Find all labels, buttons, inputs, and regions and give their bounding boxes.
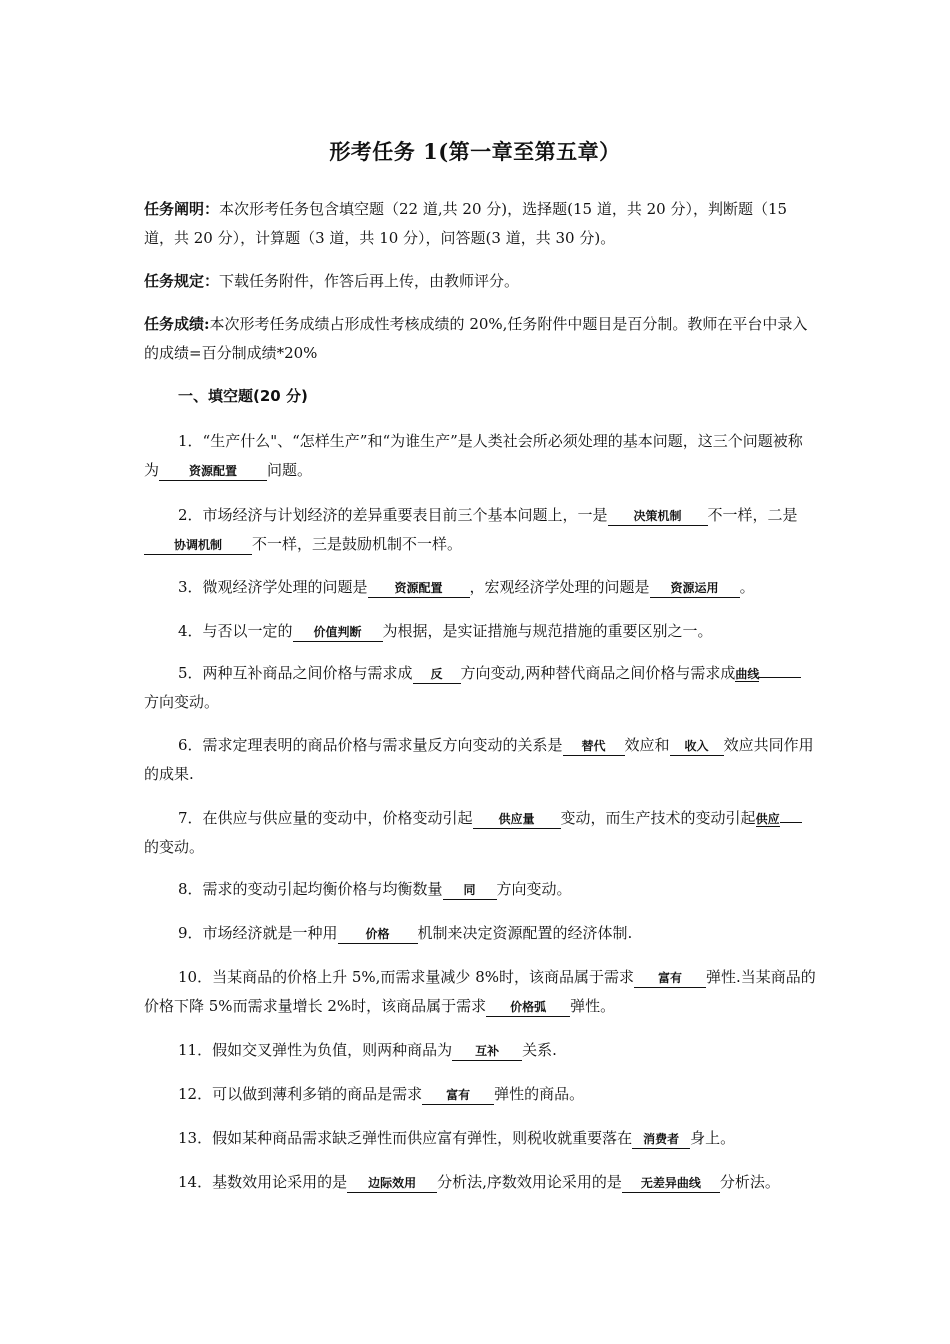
answer-blank: 资源运用	[650, 579, 740, 598]
answer-blank: 边际效用	[347, 1174, 437, 1193]
question-6	[144, 731, 816, 789]
task-description	[144, 195, 812, 253]
task-description-label: 任务阐明：	[144, 200, 220, 218]
answer-blank: 协调机制	[144, 536, 252, 555]
question-text: 4．与否以一定的	[178, 622, 293, 640]
question-8	[144, 875, 816, 904]
question-text: 8．需求的变动引起均衡价格与均衡数量	[178, 880, 443, 898]
question-text: 方向变动。	[496, 880, 572, 898]
question-text: 1．“生产什么"、“怎样生产”和“为谁生产”是人类社会所必须处理的基本问题，这三个问题被称为	[144, 432, 803, 479]
question-text: 方向变动,两种替代商品之间价格与需求成	[460, 664, 736, 682]
question-text: 13．假如某种商品需求缺乏弹性而供应富有弹性，则税收就重要落在	[178, 1129, 633, 1147]
question-text: 9．市场经济就是一种用	[178, 924, 338, 942]
answer-blank-underline	[780, 808, 802, 823]
question-text: 方向变动。	[144, 693, 220, 711]
question-4	[144, 617, 816, 646]
answer-blank: 收入	[670, 737, 724, 756]
section-title: 一、填空题(20 分)	[178, 387, 308, 405]
answer-blank-underline	[759, 663, 801, 678]
answer-blank: 价值判断	[293, 623, 383, 642]
question-10	[144, 963, 816, 1021]
question-text: ，宏观经济学处理的问题是	[469, 578, 650, 596]
question-text: 。	[739, 578, 755, 596]
page-title: 形考任务 1(第一章至第五章）	[329, 139, 621, 164]
answer-blank: 价格	[338, 925, 418, 944]
task-rule-label: 任务规定：	[144, 272, 220, 290]
question-text: 不一样，二是	[707, 506, 798, 524]
question-text: 问题。	[267, 461, 313, 479]
task-grade-label: 任务成绩:	[144, 315, 210, 333]
answer-blank: 消费者	[632, 1130, 690, 1149]
question-text: 14．基数效用论采用的是	[178, 1173, 348, 1191]
question-text: 10．当某商品的价格上升 5%,而需求量减少 8%时，该商品属于需求	[178, 968, 634, 986]
answer-blank: 反	[413, 665, 461, 684]
question-3	[144, 573, 816, 602]
answer-blank: 替代	[563, 737, 625, 756]
question-text: 变动，而生产技术的变动引起	[560, 809, 756, 827]
question-text: 弹性.当某商品的价格下降 5%而需求量增长 2%时，该商品属于需求	[144, 968, 816, 1015]
question-text: 分析法,序数效用论采用的是	[437, 1173, 622, 1191]
answer-blank: 价格弧	[486, 998, 570, 1017]
answer-blank: 资源配置	[159, 462, 267, 481]
answer-blank: 供应量	[473, 810, 561, 829]
answer-blank: 资源配置	[368, 579, 470, 598]
question-12	[144, 1080, 816, 1109]
question-text: 7．在供应与供应量的变动中，价格变动引起	[178, 809, 473, 827]
question-text: 不一样，三是鼓励机制不一样。	[252, 535, 463, 553]
question-text: 3．微观经济学处理的问题是	[178, 578, 368, 596]
question-9	[144, 919, 816, 948]
question-text: 11．假如交叉弹性为负值，则两种商品为	[178, 1041, 453, 1059]
answer-blank: 决策机制	[608, 507, 708, 526]
question-11	[144, 1036, 816, 1065]
question-text: 分析法。	[719, 1173, 780, 1191]
question-1	[144, 427, 816, 485]
answer-blank: 供应	[755, 812, 780, 826]
question-text: 5．两种互补商品之间价格与需求成	[178, 664, 413, 682]
task-rule	[144, 267, 812, 296]
task-grade-text: 本次形考任务成绩占形成性考核成绩的 20%,任务附件中题目是百分制。教师在平台中录入的成绩=百分制成绩*20%	[144, 315, 808, 362]
answer-blank: 富有	[422, 1086, 494, 1105]
task-grade	[144, 310, 812, 368]
answer-blank: 同	[443, 881, 497, 900]
question-text: 机制来决定资源配置的经济体制.	[417, 924, 633, 942]
task-description-text: 本次形考任务包含填空题（22 道,共 20 分)，选择题(15 道，共 20 分），判断题（15 道，共 20 分），计算题（3 道，共 10 分），问答题(3 道，共 30 分)。	[144, 200, 788, 247]
question-text: 效应和	[624, 736, 670, 754]
question-text: 身上。	[690, 1129, 736, 1147]
task-rule-text: 下载任务附件，作答后再上传，由教师评分。	[219, 272, 520, 290]
question-2	[144, 501, 816, 559]
question-14	[144, 1168, 824, 1197]
answer-blank: 互补	[452, 1042, 522, 1061]
question-text: 的变动。	[144, 838, 205, 856]
answer-blank: 曲线	[735, 667, 760, 681]
question-text: 关系.	[522, 1041, 557, 1059]
question-text: 弹性。	[570, 997, 616, 1015]
question-13	[144, 1124, 816, 1153]
question-text: 2．市场经济与计划经济的差异重要表目前三个基本问题上，一是	[178, 506, 608, 524]
answer-blank: 富有	[634, 969, 706, 988]
question-5	[144, 659, 816, 717]
question-text: 效应共同作用的成果.	[144, 736, 814, 783]
answer-blank: 无差异曲线	[622, 1174, 720, 1193]
question-text: 弹性的商品。	[494, 1085, 585, 1103]
question-7	[144, 804, 816, 862]
question-text: 12．可以做到薄利多销的商品是需求	[178, 1085, 423, 1103]
question-text: 6．需求定理表明的商品价格与需求量反方向变动的关系是	[178, 736, 563, 754]
question-text: 为根据，是实证措施与规范措施的重要区别之一。	[382, 622, 713, 640]
